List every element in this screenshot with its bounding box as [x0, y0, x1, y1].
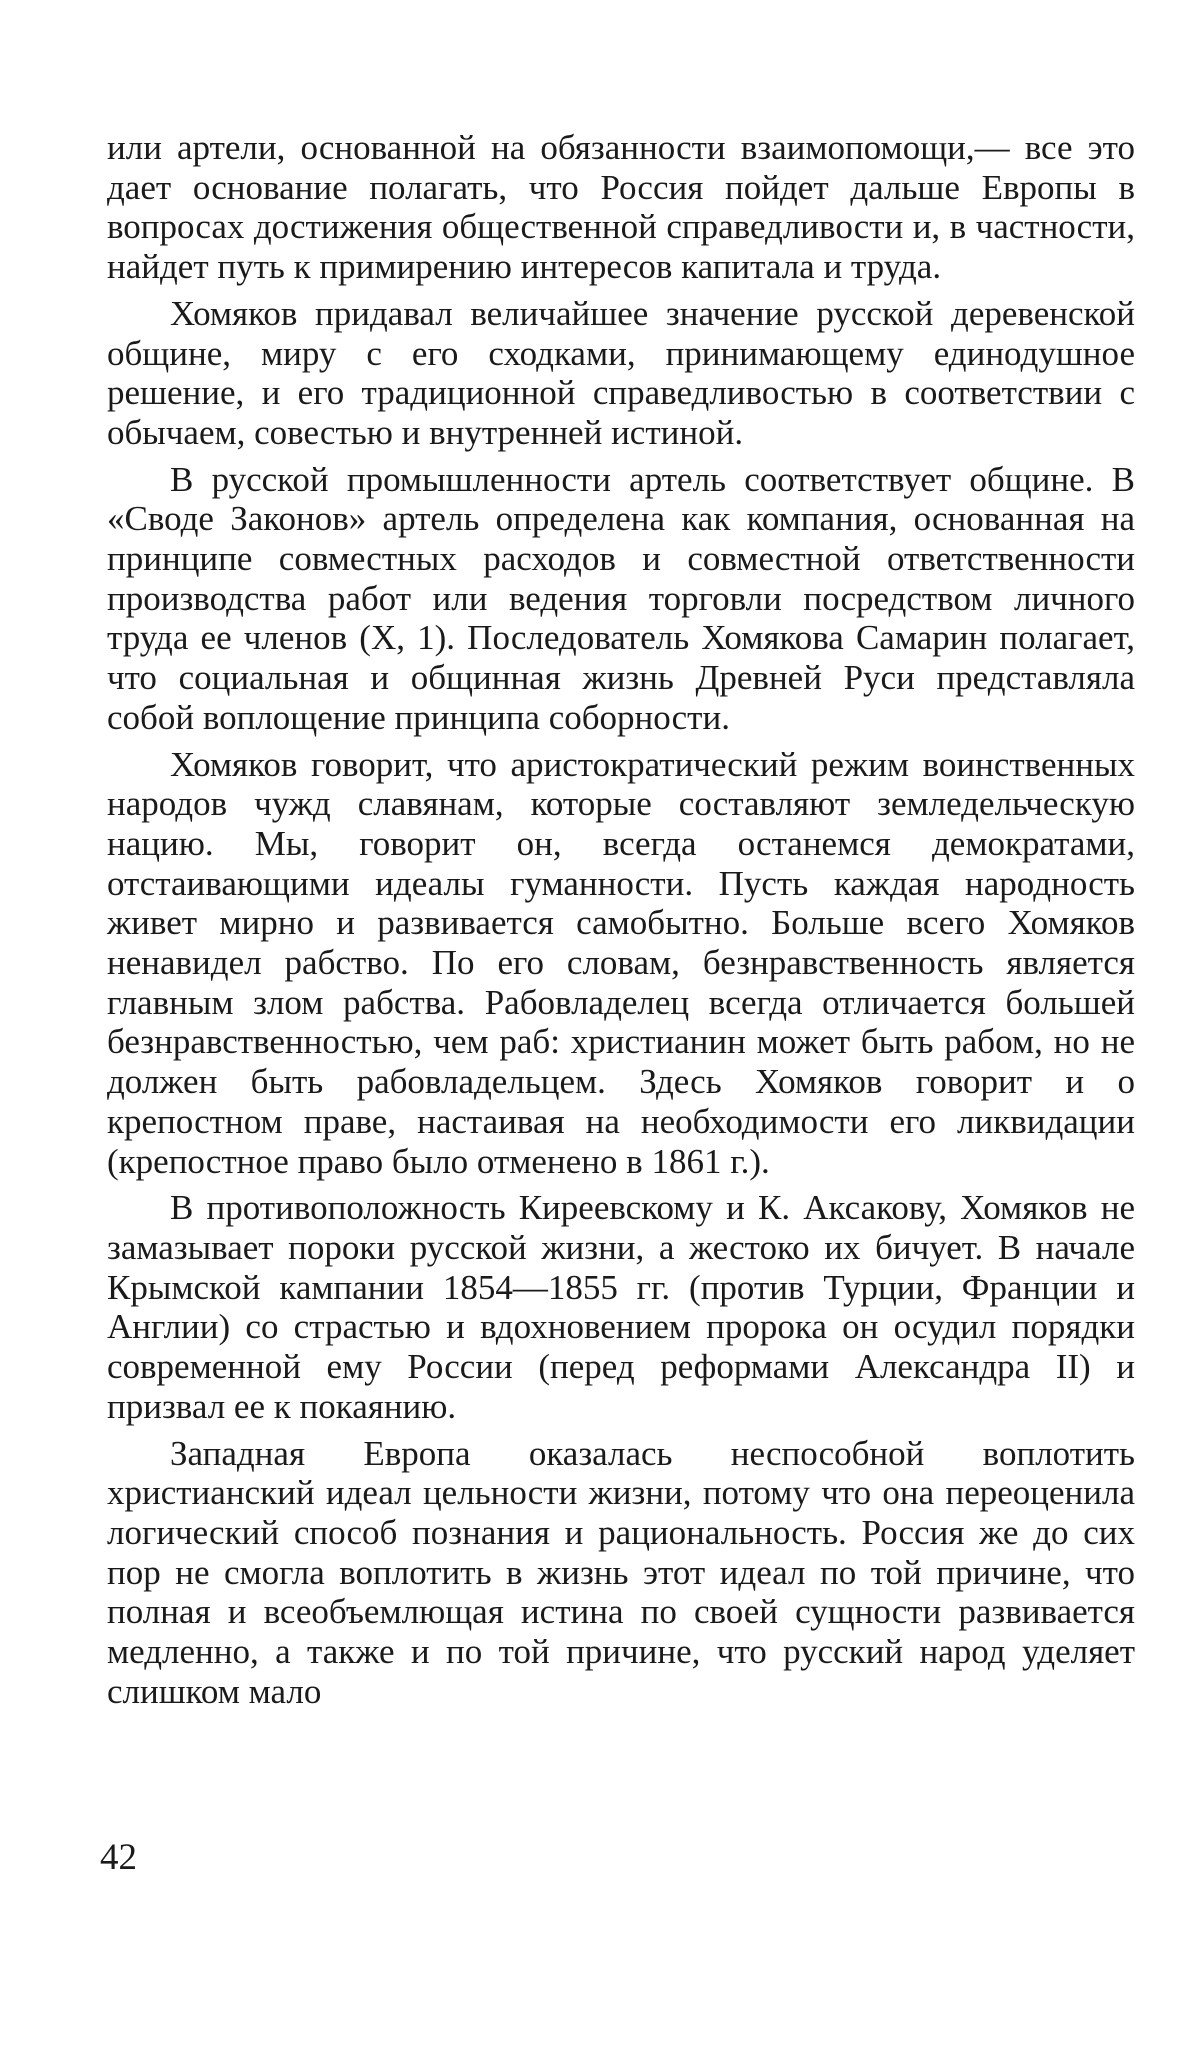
body-text: [107, 128, 1135, 1711]
paragraph-village-commune: Хомяков придавал величайшее значение русской деревенской общине, миру с его сходками, принимающему единодушное решение, и его традиционной справедливостью в соответствии с обычаем, совестью и внутренней истиной.: [107, 293, 1135, 452]
paragraph-artel: В русской промышленности артель соответствует общине. В «Своде Законов» артель определена как компания, основанная на принципе совместных расходов и совместной ответственности производства работ или ведения торговли посредством личного труда ее членов (X, 1). Последователь Хомякова Самарин полагает, что социальная и общинная жизнь Древней Руси представляла собой воплощение принципа соборности.: [107, 459, 1135, 737]
paragraph-aristocracy-slavery: Хомяков говорит, что аристократический режим воинственных народов чужд славянам, которые составляют земледельческую нацию. Мы, говорит он, всегда останемся демократами, отстаивающими идеалы гуманности. Пусть каждая народность живет мирно и развивается самобытно. Больше всего Хомяков ненавидел рабство. По его словам, безнравственность является главным злом рабства. Рабовладелец всегда отличается большей безнравственностью, чем раб: христианин может быть рабом, но не должен быть рабовладельцем. Здесь Хомяков говорит и о крепостном праве, настаивая на необходимости его ликвидации (крепостное право было отменено в 1861 г.).: [107, 744, 1135, 1181]
paragraph-western-europe: Западная Европа оказалась неспособной воплотить христианский идеал цельности жизни, потому что она переоценила логический способ познания и рациональность. Россия же до сих пор не смогла воплотить в жизнь этот идеал по той причине, что полная и всеобъемлющая истина по своей сущности развивается медленно, а также и по той причине, что русский народ уделяет слишком мало: [107, 1433, 1135, 1711]
paragraph-crimean-campaign: В противоположность Киреевскому и К. Аксакову, Хомяков не замазывает пороки русской жизни, а жестоко их бичует. В начале Крымской кампании 1854—1855 гг. (против Турции, Франции и Англии) со страстью и вдохновением пророка он осудил порядки современной ему России (перед реформами Александра II) и призвал ее к покаянию.: [107, 1188, 1135, 1426]
paragraph-continuation: или артели, основанной на обязанности взаимопомощи,— все это дает основание полагать, что Россия пойдет дальше Европы в вопросах достижения общественной справедливости и, в частности, найдет путь к примирению интересов капитала и труда.: [107, 128, 1135, 287]
page-number: 42: [100, 1837, 137, 1878]
